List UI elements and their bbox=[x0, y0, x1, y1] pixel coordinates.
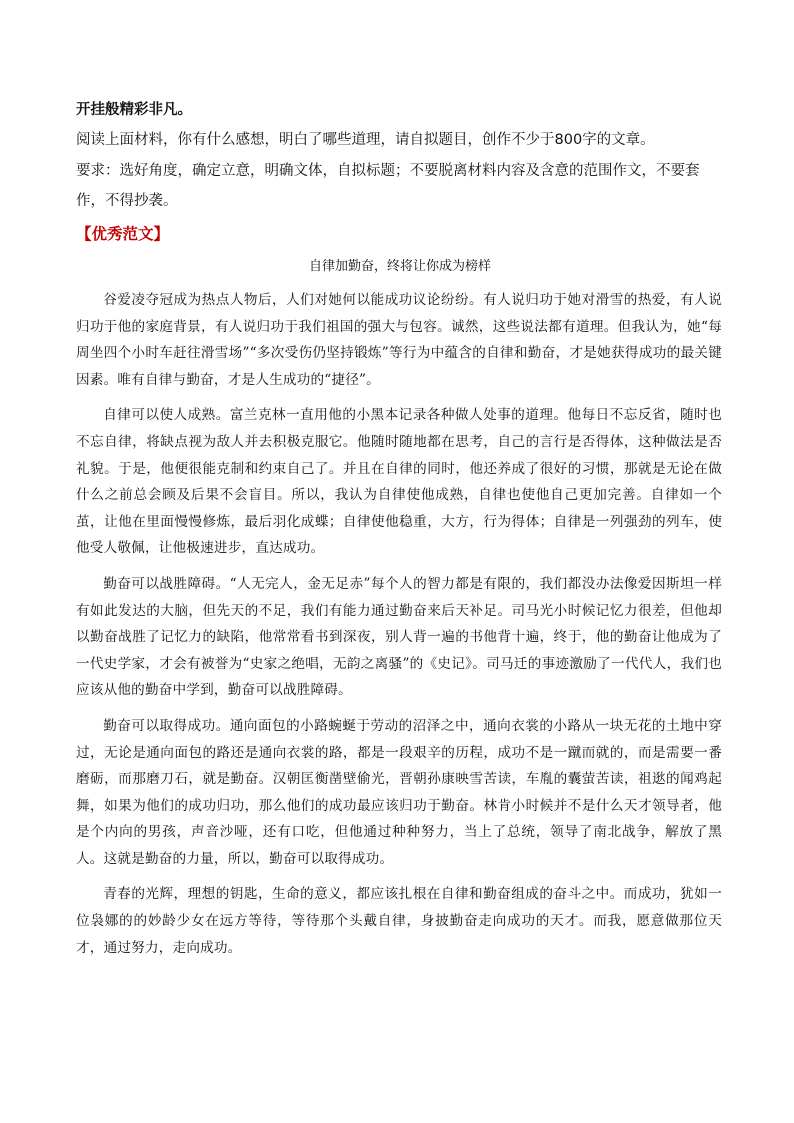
essay-paragraph: 谷爱凌夺冠成为热点人物后，人们对她何以能成功议论纷纷。有人说归功于她对滑雪的热爱，有人说归功于他的家庭背景，有人说归功于我们祖国的强大与包容。诚然，这些说法都有道理。但我认为，她“每周坐四个小时车赶往滑雪场”“多次受伤仍坚持锻炼”等行为中蕴含的自律和勤奋，才是她获得成功的最关键因素。唯有自律与勤奋，才是人生成功的“捷径”。 bbox=[76, 292, 722, 388]
essay-body bbox=[76, 287, 722, 970]
essay-paragraph: 勤奋可以取得成功。通向面包的小路蜿蜒于劳动的沼泽之中，通向衣裳的小路从一块无花的土地中穿过，无论是通向面包的路还是通向衣裳的路，都是一段艰辛的历程，成功不是一蹴而就的，而是需要一番磨砺，而那磨刀石，就是勤奋。汉朝匡衡凿壁偷光，晋朝孙康映雪苦读，车胤的囊萤苦读，祖逖的闻鸡起舞，如果为他们的成功归功，那么他们的成功最应该归功于勤奋。林肯小时候并不是什么天才领导者，他是个内向的男孩，声音沙哑，还有口吃，但他通过种种努力，当上了总统，领导了南北战争，解放了黑人。这就是勤奋的力量，所以，勤奋可以取得成功。 bbox=[76, 717, 722, 867]
section-label-model-essay: 【优秀范文】 bbox=[76, 225, 170, 243]
prompt-instruction bbox=[76, 125, 724, 155]
prompt-continuation bbox=[76, 95, 724, 125]
essay-paragraph: 青春的光辉，理想的钥匙，生命的意义，都应该扎根在自律和勤奋组成的奋斗之中。而成功，犹如一位袅娜的的妙龄少女在远方等待，等待那个头戴自律，身披勤奋走向成功的天才。而我，愿意做那位天才，通过努力，走向成功。 bbox=[76, 886, 722, 956]
prompt-requirement bbox=[76, 156, 724, 216]
requirement-text: 要求：选好角度，确定立意，明确文体，自拟标题；不要脱离材料内容及含意的范围作文，不要套作，不得抄袭。 bbox=[76, 163, 700, 209]
essay-title: 自律加勤奋，终将让你成为榜样 bbox=[308, 259, 491, 274]
prompt-line: 开挂般精彩非凡。 bbox=[76, 102, 192, 118]
instruction-text: 阅读上面材料，你有什么感想，明白了哪些道理，请自拟题目，创作不少于800字的文章。 bbox=[76, 132, 655, 148]
essay-paragraph: 自律可以使人成熟。富兰克林一直用他的小黑本记录各种做人处事的道理。他每日不忘反省，随时也不忘自律，将缺点视为敌人并去积极克服它。他随时随地都在思考，自己的言行是否得体，这种做法是否礼貌。于是，他便很能克制和约束自己了。并且在自律的同时，他还养成了很好的习惯，那就是无论在做什么之前总会顾及后果不会盲目。所以，我认为自律使他成熟，自律也使他自己更加完善。自律如一个茧，让他在里面慢慢修炼，最后羽化成蝶；自律使他稳重，大方，行为得体；自律是一列强劲的列车，使他受人敬佩，让他极速进步，直达成功。 bbox=[76, 407, 722, 557]
essay-paragraph: 勤奋可以战胜障碍。“人无完人，金无足赤”每个人的智力都是有限的，我们都没办法像爱因斯坦一样有如此发达的大脑，但先天的不足，我们有能力通过勤奋来后天补足。司马光小时候记忆力很差，但他却以勤奋战胜了记忆力的缺陷，他常常看书到深夜，别人背一遍的书他背十遍，终于，他的勤奋让他成为了一代史学家，才会有被誉为“史家之绝唱，无韵之离骚”的《史记》。司马迁的事迹激励了一代代人，我们也应该从他的勤奋中学到，勤奋可以战胜障碍。 bbox=[76, 575, 722, 699]
